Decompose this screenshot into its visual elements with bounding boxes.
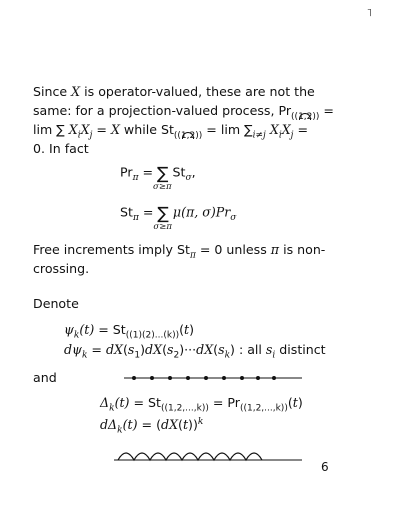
page-number: 6 [321, 460, 329, 474]
definition-ddelta: $d\Delta_k(t) = (dX(t))^k$ [100, 416, 204, 436]
equation-pr-sum: $Pr_\pi$ = ∑ σ≥π $St_\sigma$, [120, 164, 196, 192]
para1-line2: same: for a projection-valued process, $Pr_{((1,2))}$ = [33, 103, 334, 122]
sum-symbol-2: ∑ σ≥π [153, 204, 172, 232]
arc-chain-diagram [114, 442, 304, 464]
para1-line3: lim ∑ $X_iX_j = X$ while $St_{((1,2))} = \lim \sum_{i\ne j}$ $X_iX_j$ = [33, 122, 309, 141]
para2-line1: Free increments imply $St_\pi = 0$ unless π is non- [33, 242, 326, 261]
denote-label: Denote [33, 296, 79, 311]
sum-symbol: ∑ σ≥π [153, 164, 172, 192]
equation-st-sum: $St_\pi$ = ∑ σ≥π μ(π, $\sigma)Pr_\sigma$ [120, 204, 237, 232]
paragraph-free-increments [33, 240, 365, 278]
paragraph-intro [33, 82, 365, 158]
definition-psi: $\psi_k(t) = St_{((1)(2)...(k))}(t)$ [64, 322, 194, 341]
definition-dpsi: $d\psi_k = dX(s_1)dX(s_2)\cdot\cdot\cdot dX(s_k)$ : all $s_i$ distinct [64, 342, 326, 361]
definition-delta: $\Delta_k(t) = St_{((1,2,...,k))} = Pr_{((1,2,...,k))}(t)$ [100, 395, 303, 414]
dotted-line-diagram [124, 372, 304, 384]
corner-mark: ˥ [366, 6, 372, 19]
para2-line2: crossing. [33, 261, 90, 276]
para1-line4: 0. In fact [33, 141, 89, 156]
para1-line1: Since X is operator-valued, these are not the [33, 84, 315, 99]
and-label: and [33, 370, 57, 385]
